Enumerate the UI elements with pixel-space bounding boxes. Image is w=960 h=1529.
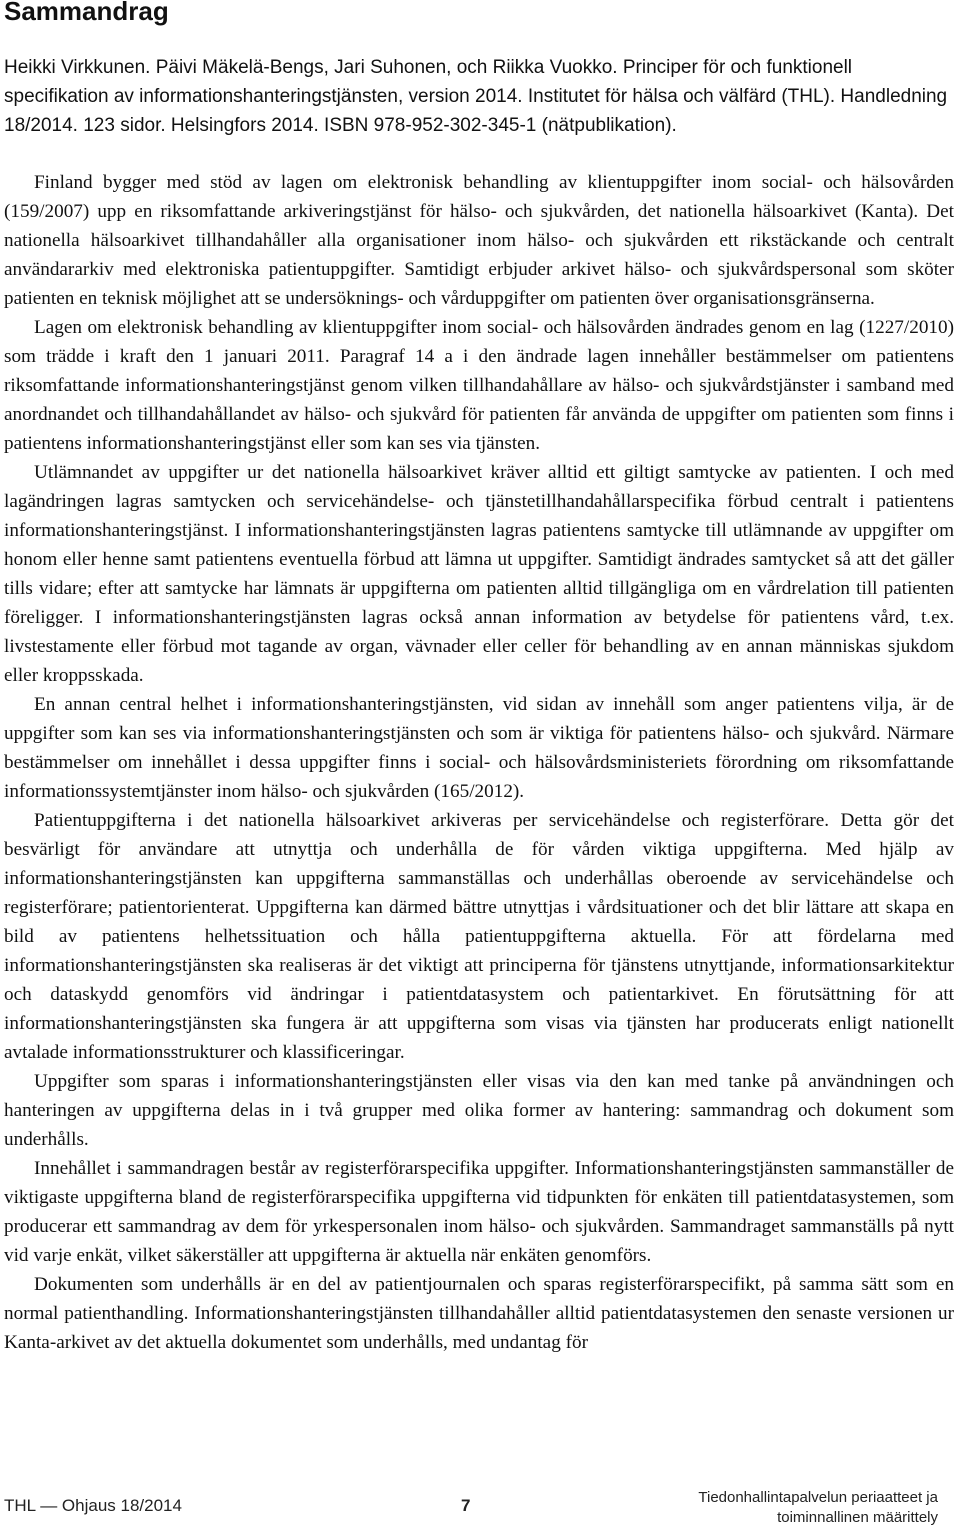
footer-title-line: toiminnallinen määrittely [777, 1509, 938, 1526]
paragraph: En annan central helhet i informationshanteringstjänsten, vid sidan av innehåll som anger patientens vilja, är de uppgifter som kan ses via informationshanteringstjänsten och som är viktiga för patientens hälso- och sjukvård. Närmare bestämmelser om innehållet i dessa uppgifter finns i social- och hälsovårdsministeriets förordning om riksomfattande informationssystemtjänster inom hälso- och sjukvården (165/2012). [4, 694, 954, 802]
paragraph: Uppgifter som sparas i informationshanteringstjänsten eller visas via den kan med tanke på användningen och hanteringen av uppgifterna delas in i två grupper med olika former av hantering: sammandrag och dokument som underhålls. [4, 1071, 954, 1150]
page-title: Sammandrag [4, 0, 169, 26]
footer-document-title [698, 1488, 938, 1528]
paragraph: Lagen om elektronisk behandling av klientuppgifter inom social- och hälsovården ändrades genom en lag (1227/2010) som trädde i kraft den 1 januari 2011. Paragraf 14 a i den ändrade lagen innehåller bestämmelser om patientens riksomfattande informationshanteringstjänst genom vilken tillhandahållare av hälso- och sjukvårdstjänster i samband med anordnandet och tillhandahållandet av hälso- och sjukvård för patienten får använda de uppgifter om patienten som finns i patientens informationshanteringstjänst eller som kan ses via tjänsten. [4, 317, 954, 454]
summary-body [4, 168, 954, 1357]
paragraph: Utlämnandet av uppgifter ur det nationella hälsoarkivet kräver alltid ett giltigt samtycke av patienten. I och med lagändringen lagras samtycken och servicehändelse- och tjänstetillhandahållarspecifika förbud centralt i patientens informationshanteringstjänst. I informationshanteringstjänsten lagras patientens samtycke till utlämnande av uppgifter om honom eller henne samt patientens eventuella förbud att lämna ut uppgifter. Samtidigt ändrades samtycket så att det gäller tills vidare; efter att samtycke har lämnats är uppgifterna om patienten alltid tillgängliga om en vårdrelation till patienten föreligger. I informationshanteringstjänsten lagras också annan information av betydelse för patientens vård, t.ex. livstestamente eller förbud mot tagande av organ, vävnader eller celler för behandling av en annan människas sjukdom eller kroppsskada. [4, 462, 954, 686]
paragraph: Finland bygger med stöd av lagen om elektronisk behandling av klientuppgifter inom social- och hälsovården (159/2007) upp en riksomfattande arkiveringstjänst för hälso- och sjukvården, det nationella hälsoarkivet (Kanta). Det nationella hälsoarkivet tillhandahåller alla organisationer inom hälso- och sjukvården ett rikstäckande och centralt användararkiv med elektroniska patientuppgifter. Samtidigt erbjuder arkivet hälso- och sjukvårdspersonal som sköter patienten en teknisk möjlighet att se undersöknings- och vårduppgifter om patienten över organisationsgränserna. [4, 172, 954, 309]
page-number: 7 [461, 1496, 471, 1515]
paragraph: Dokumenten som underhålls är en del av patientjournalen och sparas registerförarspecifikt, på samma sätt som en normal patienthandling. Informationshanteringstjänsten tillhandahåller alltid patientdatasystemen den senaste versionen ur Kanta-arkivet av det aktuella dokumentet som underhålls, med undantag för [4, 1274, 954, 1353]
paragraph: Innehållet i sammandragen består av registerförarspecifika uppgifter. Informationshanteringstjänsten sammanställer de viktigaste uppgifterna bland de registerförarspecifika uppgifterna vid tidpunkten för enkäten till patientdatasystemen, som producerar ett sammandrag av dem för yrkespersonalen inom hälso- och sjukvården. Sammandraget sammanställs på nytt vid varje enkät, vilket säkerställer att uppgifterna är aktuella när enkäten genomförs. [4, 1158, 954, 1266]
page-footer [0, 1488, 960, 1528]
paragraph: Patientuppgifterna i det nationella hälsoarkivet arkiveras per servicehändelse och registerförare. Detta gör det besvärligt för användare att utnyttja och underhålla de för vården viktiga uppgifterna. Med hjälp av informationshanteringstjänsten kan uppgifterna sammanställas och underhållas oberoende av servicehändelse och registerförare; patientorienterat. Uppgifterna kan därmed bättre utnyttjas i vårdsituationer och det blir lättare att skapa en bild av patientens helhetssituation och hålla patientuppgifterna aktuella. För att fördelarna med informationshanteringstjänsten ska realiseras är det viktigt att principerna för tjänstens utnyttjande, informationsarkitektur och dataskydd genomförs vid ändringar i patientdatasystem och patientarkivet. En förutsättning för att informationshanteringstjänsten ska fungera är att uppgifterna som visas via tjänsten har producerats enligt nationellt avtalade informationsstrukturer och klassificeringar. [4, 810, 954, 1063]
footer-publication: THL — Ohjaus 18/2014 [4, 1496, 182, 1515]
footer-title-line: Tiedonhallintapalvelun periaatteet ja [698, 1489, 938, 1506]
citation-text: Heikki Virkkunen. Päivi Mäkelä-Bengs, Jari Suhonen, och Riikka Vuokko. Principer för och funktionell specifikation av informationshanteringstjänsten, version 2014. Institutet för hälsa och välfärd (THL). Handledning 18/2014. 123 sidor. Helsingfors 2014. ISBN 978-952-302-345-1 (nätpublikation). [4, 57, 948, 136]
